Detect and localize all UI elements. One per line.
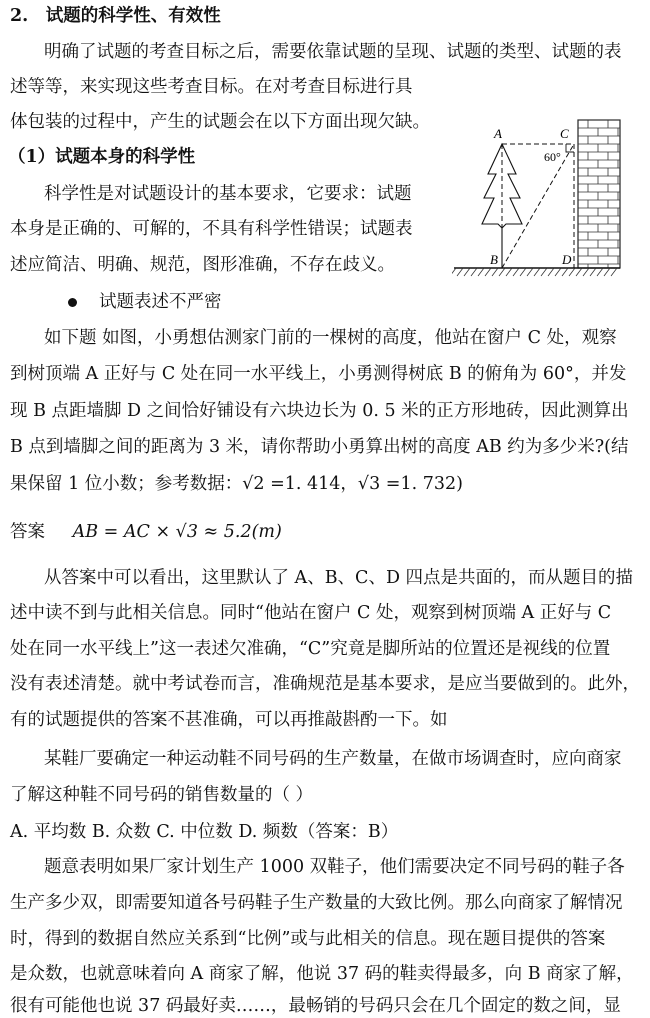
- answer-formula: AB = AC × √3 ≈ 5.2(m): [72, 522, 282, 542]
- paragraph-line: 体包装的过程中，产生的试题会在以下方面出现欠缺。: [10, 112, 430, 132]
- paragraph-line: 述等等，来实现这些考查目标。在对考查目标进行具: [10, 77, 413, 97]
- problem-line: 到树顶端 A 正好与 C 处在同一水平线上，小勇测得树底 B 的俯角为 60°，并发: [10, 364, 627, 384]
- paragraph-line: 题意表明如果厂家计划生产 1000 双鞋子，他们需要决定不同号码的鞋子各: [44, 857, 625, 877]
- paragraph-line: 本身是正确的、可解的，不具有科学性错误；试题表: [10, 219, 413, 239]
- paragraph-line: 明确了试题的考查目标之后，需要依靠试题的呈现、试题的类型、试题的表: [44, 42, 622, 62]
- paragraph-line: 时，得到的数据自然应关系到“比例”或与此相关的信息。现在题目提供的答案: [10, 929, 606, 949]
- tree-wall-figure: [452, 116, 642, 286]
- label-d: D: [562, 252, 572, 267]
- answer-label: 答案: [10, 522, 45, 542]
- question-line: 某鞋厂要确定一种运动鞋不同号码的生产数量，在做市场调查时，应向商家: [44, 749, 622, 769]
- label-c: C: [560, 126, 569, 141]
- right-angle-mark: [566, 144, 574, 152]
- paragraph-line: 有的试题提供的答案不甚准确，可以再推敲斟酌一下。如: [10, 710, 448, 730]
- answer-options: A. 平均数 B. 众数 C. 中位数 D. 频数（答案：B）: [10, 822, 399, 842]
- problem-line: 如下题 如图，小勇想估测家门前的一棵树的高度，他站在窗户 C 处，观察: [44, 328, 617, 348]
- paragraph-line: 述中读不到与此相关信息。同时“他站在窗户 C 处，观察到树顶端 A 正好与 C: [10, 603, 612, 623]
- bullet-item: [68, 290, 222, 314]
- bullet-text: 试题表述不严密: [99, 292, 222, 312]
- paragraph-line: 没有表述清楚。就中考试卷而言，准确规范是基本要求，是应当要做到的。此外，: [10, 674, 640, 694]
- bullet-icon: [68, 298, 77, 307]
- subsection-title: （1）试题本身的科学性: [8, 147, 196, 167]
- paragraph-line: 述应简洁、明确、规范，图形准确，不存在歧义。: [10, 255, 395, 275]
- label-angle: 60°: [544, 150, 561, 164]
- paragraph-line: 从答案中可以看出，这里默认了 A、B、C、D 四点是共面的，而从题目的描: [44, 568, 634, 588]
- question-line: 了解这种鞋不同号码的销售数量的（ ）: [10, 785, 314, 805]
- paragraph-line: 生产多少双，即需要知道各号码鞋子生产数量的大致比例。那么向商家了解情况: [10, 893, 623, 913]
- problem-line: 果保留 1 位小数；参考数据：√2 =1. 414，√3 =1. 732): [10, 474, 463, 494]
- paragraph-line: 处在同一水平线上”这一表述欠准确，“C”究竟是脚所站的位置还是视线的位置: [10, 639, 611, 659]
- problem-line: B 点到墙脚之间的距离为 3 米，请你帮助小勇算出树的高度 AB 约为多少米?(结: [10, 437, 629, 457]
- paragraph-line: 很有可能他也说 37 码最好卖……，最畅销的号码只会在几个固定的数之间，显: [10, 996, 621, 1016]
- paragraph-line: 科学性是对试题设计的基本要求，它要求：试题: [44, 184, 412, 204]
- paragraph-line: 是众数，也就意味着向 A 商家了解，他说 37 码的鞋卖得最多，向 B 商家了解，: [10, 964, 634, 984]
- ground-line: [452, 268, 620, 276]
- sight-lines: [502, 144, 574, 268]
- brick-wall: [578, 120, 620, 268]
- label-a: A: [494, 126, 502, 141]
- problem-line: 现 B 点距墙脚 D 之间恰好铺设有六块边长为 0. 5 米的正方形地砖，因此测算出: [10, 401, 629, 421]
- section-title: 2. 试题的科学性、有效性: [10, 6, 221, 26]
- answer-line: [10, 520, 282, 544]
- label-b: B: [490, 252, 498, 267]
